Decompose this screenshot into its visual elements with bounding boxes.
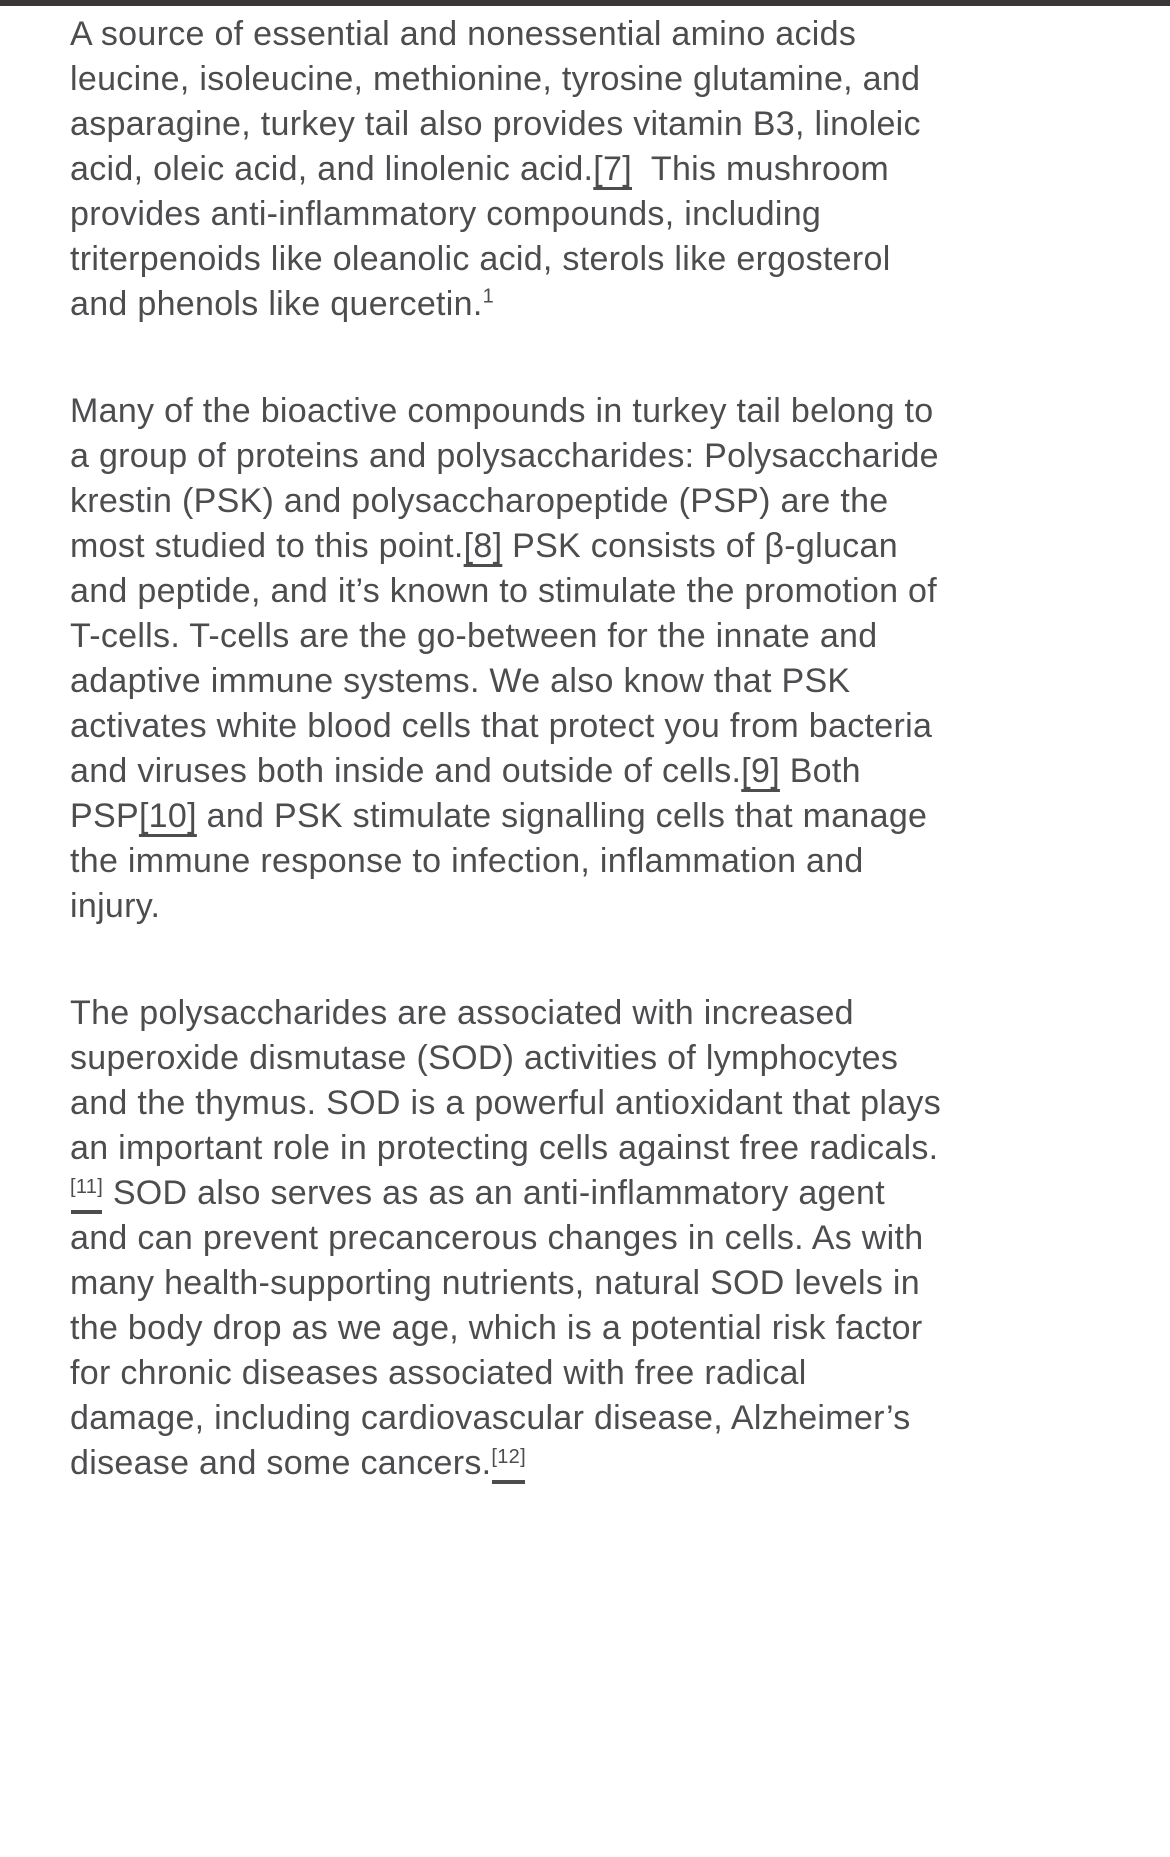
body-text: SOD also serves as as an anti-inflammatory agent and can prevent precancerous changes in cells. As with many health-supporting nutrients, natural SOD levels in the body drop as we age, which is a potential risk factor for chronic diseases associated with free radical damage, including cardiovascular disease, Alzheimer’s disease and some cancers. — [70, 1174, 934, 1482]
body-text: Many of the bioactive compounds in turkey tail belong to a group of proteins and polysaccharides: Polysaccharide krestin (PSK) and polysaccharopeptide (PSP) are the most studied to this point. — [70, 392, 949, 565]
paragraph-psk-psp — [70, 389, 949, 929]
article-body — [0, 6, 1170, 1486]
footnote-marker-1: 1 — [482, 285, 495, 308]
body-text: PSK consists of β-glucan and peptide, and it’s known to stimulate the promotion of T-cells. T-cells are the go-between for the innate and adaptive immune systems. We also know that PSK activates white blood cells that protect you from bacteria and viruses both inside and outside of cells. — [70, 527, 947, 790]
paragraph-sod: The polysaccharides are associated with increased superoxide dismutase (SOD) activities of lymphocytes and the thymus. SOD is a powerful antioxidant that plays an important role in protecting cells against free radicals.[11] SOD also serves as as an anti-inflammatory agent and can prevent precancerous changes in cells. As with many health-supporting nutrients, natural SOD levels in the body drop as we age, which is a potential risk factor for chronic diseases associated with free radical damage, including cardiovascular disease, Alzheimer’s disease and some cancers.[12] — [70, 994, 951, 1482]
body-text: Both PSP — [70, 752, 871, 835]
paragraph-amino-acids — [70, 12, 946, 327]
body-text: and PSK stimulate signalling cells that manage the immune response to infection, inflammation and injury. — [70, 797, 937, 925]
body-text: The polysaccharides are associated with increased superoxide dismutase (SOD) activities of lymphocytes and the thymus. SOD is a powerful antioxidant that plays an important role in protecting cells against free radicals. — [70, 994, 951, 1167]
citation-link-9[interactable]: [9] — [741, 752, 780, 790]
citation-link-10[interactable]: [10] — [138, 797, 197, 835]
body-text: A source of essential and nonessential amino acids leucine, isoleucine, methionine, tyrosine glutamine, and asparagine, turkey tail also provides vitamin B3, linoleic acid, oleic acid, and linolenic acid. — [70, 15, 931, 188]
citation-link-8[interactable]: [8] — [463, 527, 503, 565]
citation-link-7[interactable]: [7] — [593, 150, 632, 188]
body-text: This mushroom provides anti-inflammatory compounds, including triterpenoids like oleanolic acid, sterols like ergosterol and phenols like quercetin. — [70, 150, 901, 323]
